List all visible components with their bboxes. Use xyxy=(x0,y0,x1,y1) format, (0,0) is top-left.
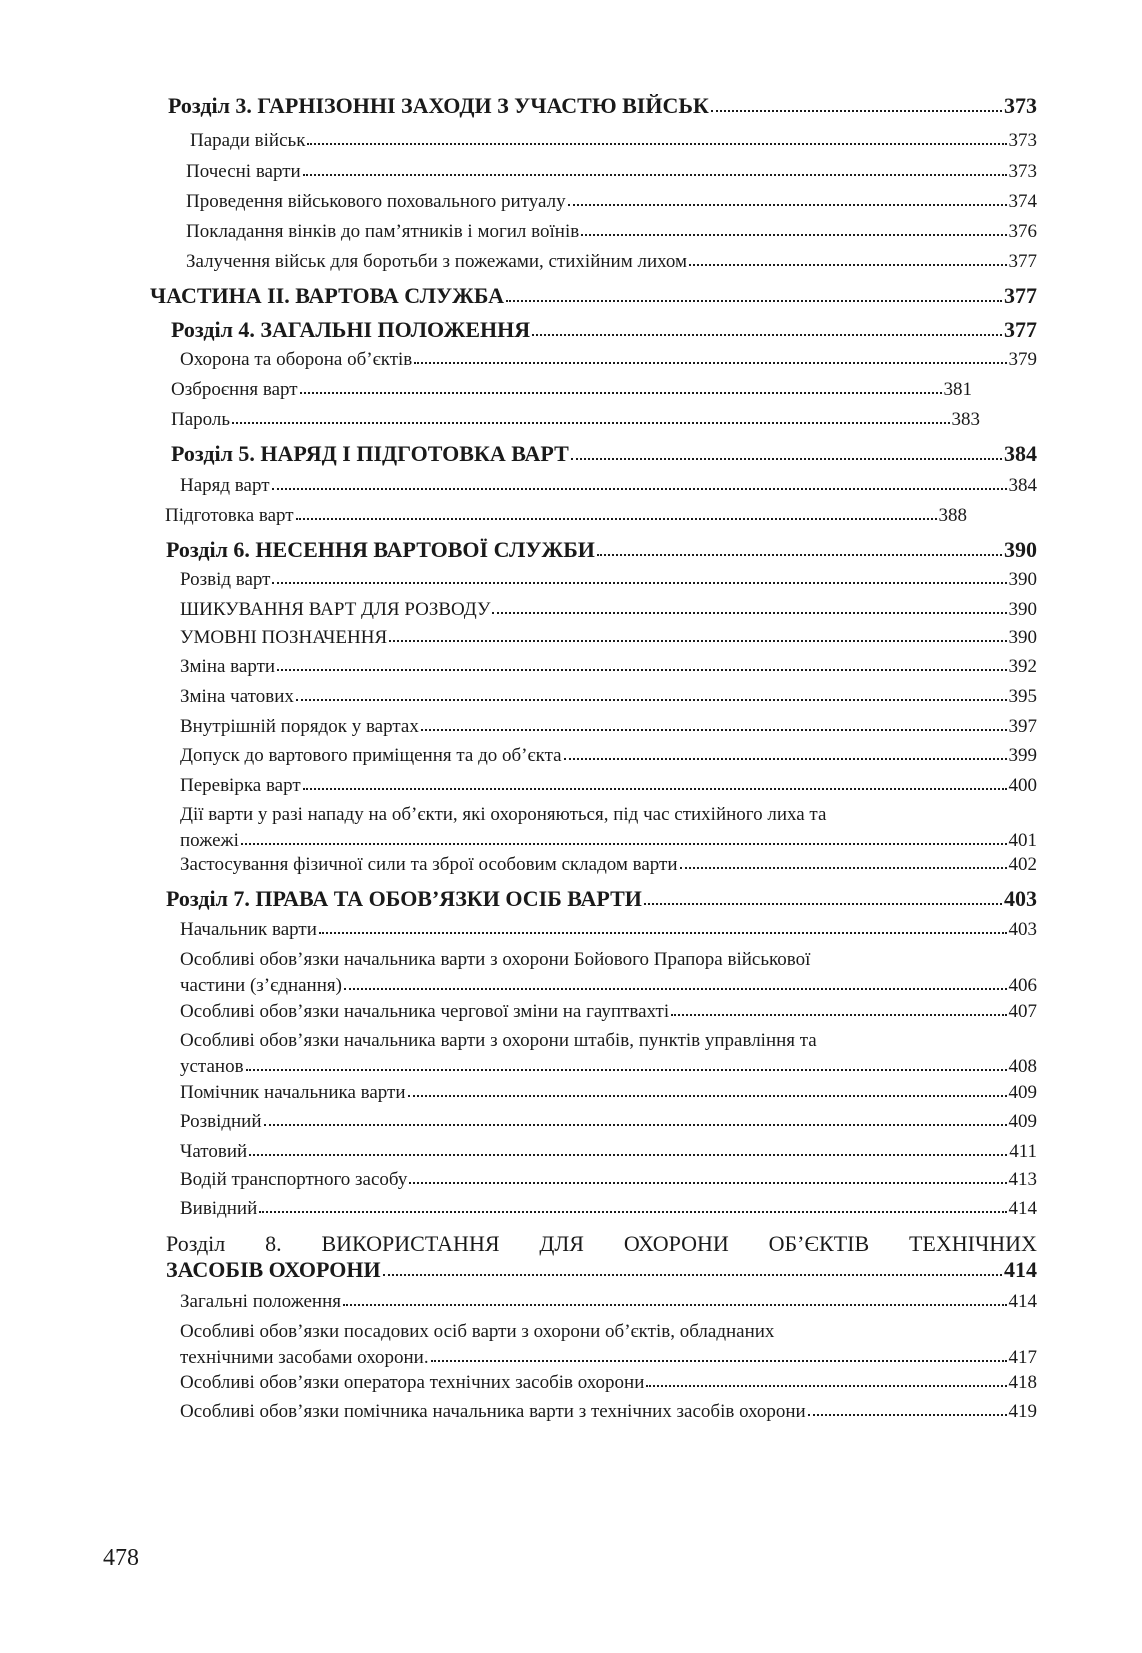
toc-entry-page: 373 xyxy=(1008,161,1037,182)
toc-entry-title: Охорона та оборона об’єктів xyxy=(180,349,413,370)
toc-entry-title: Залучення військ для боротьби з пожежами, стихійним лихом xyxy=(186,251,688,272)
toc-entry-word: ОХОРОНИ xyxy=(623,1231,729,1256)
toc-entry-page: 399 xyxy=(1008,745,1037,766)
toc-entry-title: Вивідний xyxy=(180,1198,258,1219)
toc-entry-title: Чатовий xyxy=(180,1141,248,1162)
toc-entry-title: Розділ 7. ПРАВА ТА ОБОВ’ЯЗКИ ОСІБ ВАРТИ xyxy=(166,886,642,911)
toc-entry-page: 406 xyxy=(1008,975,1037,996)
toc-entry-title: Розділ 3. ГАРНІЗОННІ ЗАХОДИ З УЧАСТЮ ВІЙСЬК xyxy=(168,93,709,118)
toc-entry-title: Особливі обов’язки начальника чергової зміни на гауптвахті xyxy=(180,1001,670,1022)
toc-entry-title: Зміна чатових xyxy=(180,686,294,707)
toc-entry-title: Розділ 6. НЕСЕННЯ ВАРТОВОЇ СЛУЖБИ xyxy=(166,537,595,562)
toc-entry-title: Озброєння варт xyxy=(171,379,298,400)
toc-entry-page: 390 xyxy=(1008,599,1037,620)
toc-entry-first-line: Дії варти у разі нападу на об’єкти, які охороняються, під час стихійного лиха та xyxy=(180,804,827,825)
toc-entry-page: 373 xyxy=(1004,93,1037,118)
toc-entry-page: 376 xyxy=(1008,221,1037,242)
toc-entry-page: 403 xyxy=(1008,919,1037,940)
toc-entry-word: 8. xyxy=(265,1231,282,1256)
toc-entry-word: ДЛЯ xyxy=(539,1231,584,1256)
toc-entry-page: 379 xyxy=(1008,349,1037,370)
toc-entry-page: 411 xyxy=(1009,1141,1037,1162)
toc-entry-title: Внутрішній порядок у вартах xyxy=(180,716,419,737)
toc-entry-title: Проведення військового поховального ритуалу xyxy=(186,191,566,212)
toc-entry-page: 395 xyxy=(1008,686,1037,707)
toc-entry-title: Розділ 4. ЗАГАЛЬНІ ПОЛОЖЕННЯ xyxy=(171,317,531,342)
toc-entry-page: 381 xyxy=(943,379,972,400)
toc-entry-page: 414 xyxy=(1008,1291,1037,1312)
toc-entry-page: 408 xyxy=(1008,1056,1037,1077)
toc-entry-page: 377 xyxy=(1004,283,1037,308)
toc-entry-page: 397 xyxy=(1008,716,1037,737)
toc-entry-page: 388 xyxy=(938,505,967,526)
toc-entry-page: 407 xyxy=(1008,1001,1037,1022)
toc-entry-page: 413 xyxy=(1008,1169,1037,1190)
toc-entry-page: 419 xyxy=(1008,1401,1037,1422)
toc-entry-page: 414 xyxy=(1008,1198,1037,1219)
page-number: 478 xyxy=(103,1545,139,1571)
toc-entry-title: Перевірка варт xyxy=(180,775,301,796)
toc-entry-page: 400 xyxy=(1008,775,1037,796)
toc-entry-title: Підготовка варт xyxy=(165,505,294,526)
toc-entry-title: Паради військ xyxy=(190,130,306,151)
toc-entry-title: частини (з’єднання) xyxy=(180,975,342,996)
toc-entry-first-line: Особливі обов’язки начальника варти з охорони Бойового Прапора військової xyxy=(180,949,811,970)
toc-entry-title: ЗАСОБІВ ОХОРОНИ xyxy=(166,1257,381,1282)
toc-entry-title: Розвідний xyxy=(180,1111,262,1132)
toc-entry-page: 417 xyxy=(1008,1347,1037,1368)
toc-entry-title: Особливі обов’язки оператора технічних засобів охорони xyxy=(180,1372,645,1393)
toc-entry-word: ТЕХНІЧНИХ xyxy=(908,1231,1037,1256)
toc-entry-page: 402 xyxy=(1008,854,1037,875)
toc-entry-page: 401 xyxy=(1008,830,1037,851)
toc-entry-page: 377 xyxy=(1004,317,1037,342)
toc-entry-title: Почесні варти xyxy=(186,161,301,182)
toc-entry-title: Покладання вінків до пам’ятників і могил воїнів xyxy=(186,221,580,242)
toc-entry-page: 390 xyxy=(1008,627,1037,648)
toc-entry-title: УМОВНІ ПОЗНАЧЕННЯ xyxy=(180,627,388,648)
toc-entry-title: Розділ 5. НАРЯД І ПІДГОТОВКА ВАРТ xyxy=(171,441,569,466)
toc-entry-page: 377 xyxy=(1008,251,1037,272)
toc-entry-title: Особливі обов’язки помічника начальника варти з технічних засобів охорони xyxy=(180,1401,806,1422)
toc-entry-page: 390 xyxy=(1004,537,1037,562)
toc-entry-word: ВИКОРИСТАННЯ xyxy=(321,1231,500,1256)
toc-entry-title: Застосування фізичної сили та зброї особовим складом варти xyxy=(180,854,678,875)
toc-entry-word: ОБ’ЄКТІВ xyxy=(768,1231,870,1256)
toc-entry-page: 390 xyxy=(1008,569,1037,590)
toc-entry-title: Наряд варт xyxy=(180,475,270,496)
toc-entry-title: Пароль xyxy=(171,409,231,430)
toc-entry-title: ШИКУВАННЯ ВАРТ ДЛЯ РОЗВОДУ xyxy=(180,599,491,620)
toc-entry xyxy=(180,0,1037,1560)
toc-entry-title: Загальні положення xyxy=(180,1291,341,1312)
toc-entry-page: 418 xyxy=(1008,1372,1037,1393)
toc-entry-title: Зміна варти xyxy=(180,656,276,677)
toc-entry-page: 383 xyxy=(951,409,980,430)
toc-entry-page: 384 xyxy=(1004,441,1037,466)
toc-entry-page: 392 xyxy=(1008,656,1037,677)
toc-entry-page: 409 xyxy=(1008,1082,1037,1103)
toc-entry-title: ЧАСТИНА ІІ. ВАРТОВА СЛУЖБА xyxy=(150,283,505,308)
toc-entry-title: технічними засобами охорони. xyxy=(180,1347,429,1368)
toc-entry-title: пожежі xyxy=(180,830,239,851)
toc-entry-title: установ xyxy=(180,1056,244,1077)
toc-entry-page: 373 xyxy=(1008,130,1037,151)
toc-entry-page: 409 xyxy=(1008,1111,1037,1132)
toc-entry-page: 403 xyxy=(1004,886,1037,911)
toc-entry-first-line: Особливі обов’язки начальника варти з охорони штабів, пунктів управління та xyxy=(180,1030,817,1051)
toc-entry-title: Розвід варт xyxy=(180,569,271,590)
toc-entry-page: 374 xyxy=(1008,191,1037,212)
toc-entry-page: 414 xyxy=(1004,1257,1037,1282)
toc-entry-title: Начальник варти xyxy=(180,919,317,940)
toc-entry-line xyxy=(180,1401,1037,1424)
toc-entry-title: Помічник начальника варти xyxy=(180,1082,406,1103)
toc-entry-title: Водій транспортного засобу xyxy=(180,1169,408,1190)
toc-entry-first-line: Особливі обов’язки посадових осіб варти з охорони об’єктів, обладнаних xyxy=(180,1321,775,1342)
toc-dot-leader xyxy=(808,1414,1007,1416)
toc-entry-word: Розділ xyxy=(166,1231,226,1256)
toc-entry-page: 384 xyxy=(1008,475,1037,496)
toc-entry-title: Допуск до вартового приміщення та до об’єкта xyxy=(180,745,562,766)
